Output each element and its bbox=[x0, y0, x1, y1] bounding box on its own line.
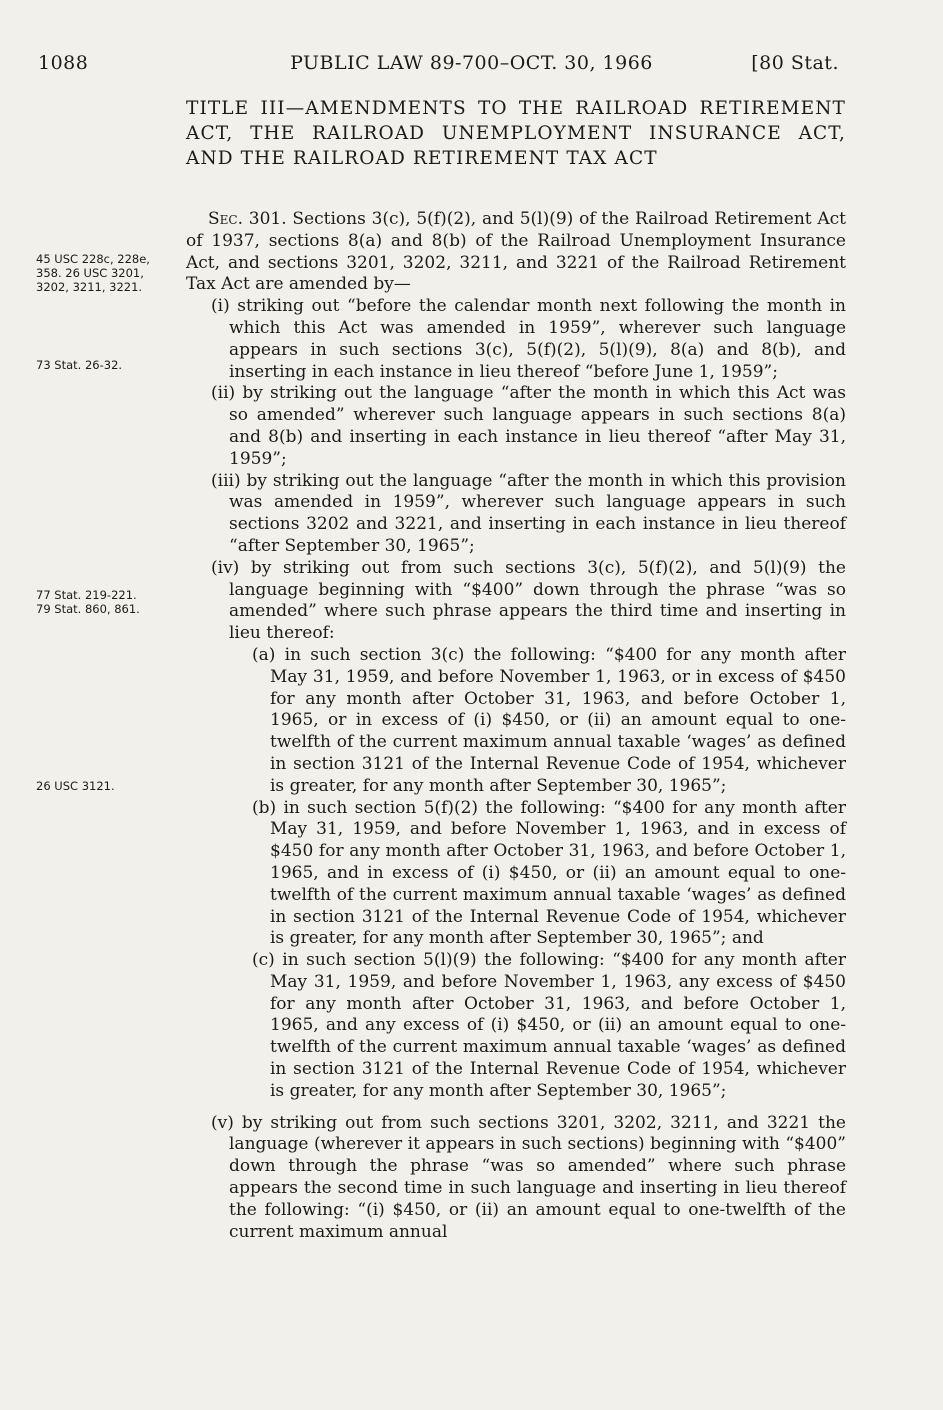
subclause-a: (a) in such section 3(c) the following: “$400 for any month after May 31, 1959, and before November 1, 1963, or in excess of $450 for any month after October 31, 1963, and before October 1, 1965, or in excess of (i) $450, or (ii) an amount equal to one-twelfth of the current maximum annual taxable ‘wages’ as defined in section 3121 of the Internal Revenue Code of 1954, whichever is greater, for any month after September 30, 1965”; bbox=[252, 644, 846, 796]
statute-volume: [80 Stat. bbox=[751, 52, 839, 74]
section-intro-paragraph bbox=[186, 209, 846, 296]
subclause-c: (c) in such section 5(l)(9) the following: “$400 for any month after May 31, 1959, and before November 1, 1963, any excess of $450 for any month after October 31, 1963, and before October 1, 1965, and any excess of (i) $450, or (ii) an amount equal to one-twelfth of the current maximum annual taxable ‘wages’ as defined in section 3121 of the Internal Revenue Code of 1954, whichever is greater, for any month after September 30, 1965”; bbox=[252, 950, 846, 1101]
margin-note-citation: 73 Stat. 26-32. bbox=[36, 358, 123, 372]
clause-iv: (iv) by striking out from such sections 3(c), 5(f)(2), and 5(l)(9) the language beginning with “$400” down through the phrase “was so amended” where such phrase appears the third time and inserting in lieu thereof: bbox=[211, 557, 846, 644]
clause-i: (i) striking out “before the calendar month next following the month in which this Act was amended in 1959”, wherever such language appears in such sections 3(c), 5(f)(2), 5(l)(9), 8(a) and 8(b), and inserting in each instance in lieu thereof “before June 1, 1959”; bbox=[211, 296, 846, 382]
running-header bbox=[0, 52, 943, 82]
page-number: 1088 bbox=[38, 52, 89, 74]
running-title: PUBLIC LAW 89-700–OCT. 30, 1966 bbox=[290, 52, 653, 74]
subclause-b: (b) in such section 5(f)(2) the following: “$400 for any month after May 31, 1959, and before November 1, 1963, and in excess of $450 for any month after October 31, 1963, and before October 1, 1965, and in excess of (i) $450, or (ii) an amount equal to one-twelfth of the current maximum annual taxable ‘wages’ as defined in section 3121 of the Internal Revenue Code of 1954, whichever is greater, for any month after September 30, 1965”; and bbox=[252, 797, 846, 949]
section-intro-text: Sections 3(c), 5(f)(2), and 5(l)(9) of the Railroad Retirement Act of 1937, sections 8(a) and 8(b) of the Railroad Unemployment Insurance Act, and sections 3201, 3202, 3211, and 3221 of the Railroad Retirement Tax Act are amended by— bbox=[186, 209, 847, 295]
section-label: Sec. 301. bbox=[208, 209, 287, 229]
margin-note-citation: 26 USC 3121. bbox=[36, 779, 115, 793]
margin-note-citation: 77 Stat. 219-221. 79 Stat. 860, 861. bbox=[36, 588, 140, 616]
margin-note-citation: 45 USC 228c, 228e, 358. 26 USC 3201, 3202, 3211, 3221. bbox=[36, 252, 150, 294]
clause-ii: (ii) by striking out the language “after the month in which this Act was so amended” wherever such language appears in such sections 8(a) and 8(b) and inserting in each instance in lieu thereof “after May 31, 1959”; bbox=[211, 383, 846, 469]
title-heading: TITLE III—AMENDMENTS TO THE RAILROAD RETIREMENT ACT, THE RAILROAD UNEMPLOYMENT INSURANCE ACT, AND THE RAILROAD RETIREMENT TAX ACT bbox=[186, 98, 846, 169]
clause-v: (v) by striking out from such sections 3201, 3202, 3211, and 3221 the language (wherever it appears in such sections) beginning with “$400” down through the phrase “was so amended” where such phrase appears the second time in such language and inserting in lieu thereof the following: “(i) $450, or (ii) an amount equal to one-twelfth of the current maximum annual bbox=[211, 1112, 846, 1242]
section-body bbox=[186, 209, 846, 1243]
clause-iii: (iii) by striking out the language “after the month in which this provision was amended in 1959”, wherever such language appears in such sections 3202 and 3221, and inserting in each instance in lieu thereof “after September 30, 1965”; bbox=[211, 470, 846, 556]
